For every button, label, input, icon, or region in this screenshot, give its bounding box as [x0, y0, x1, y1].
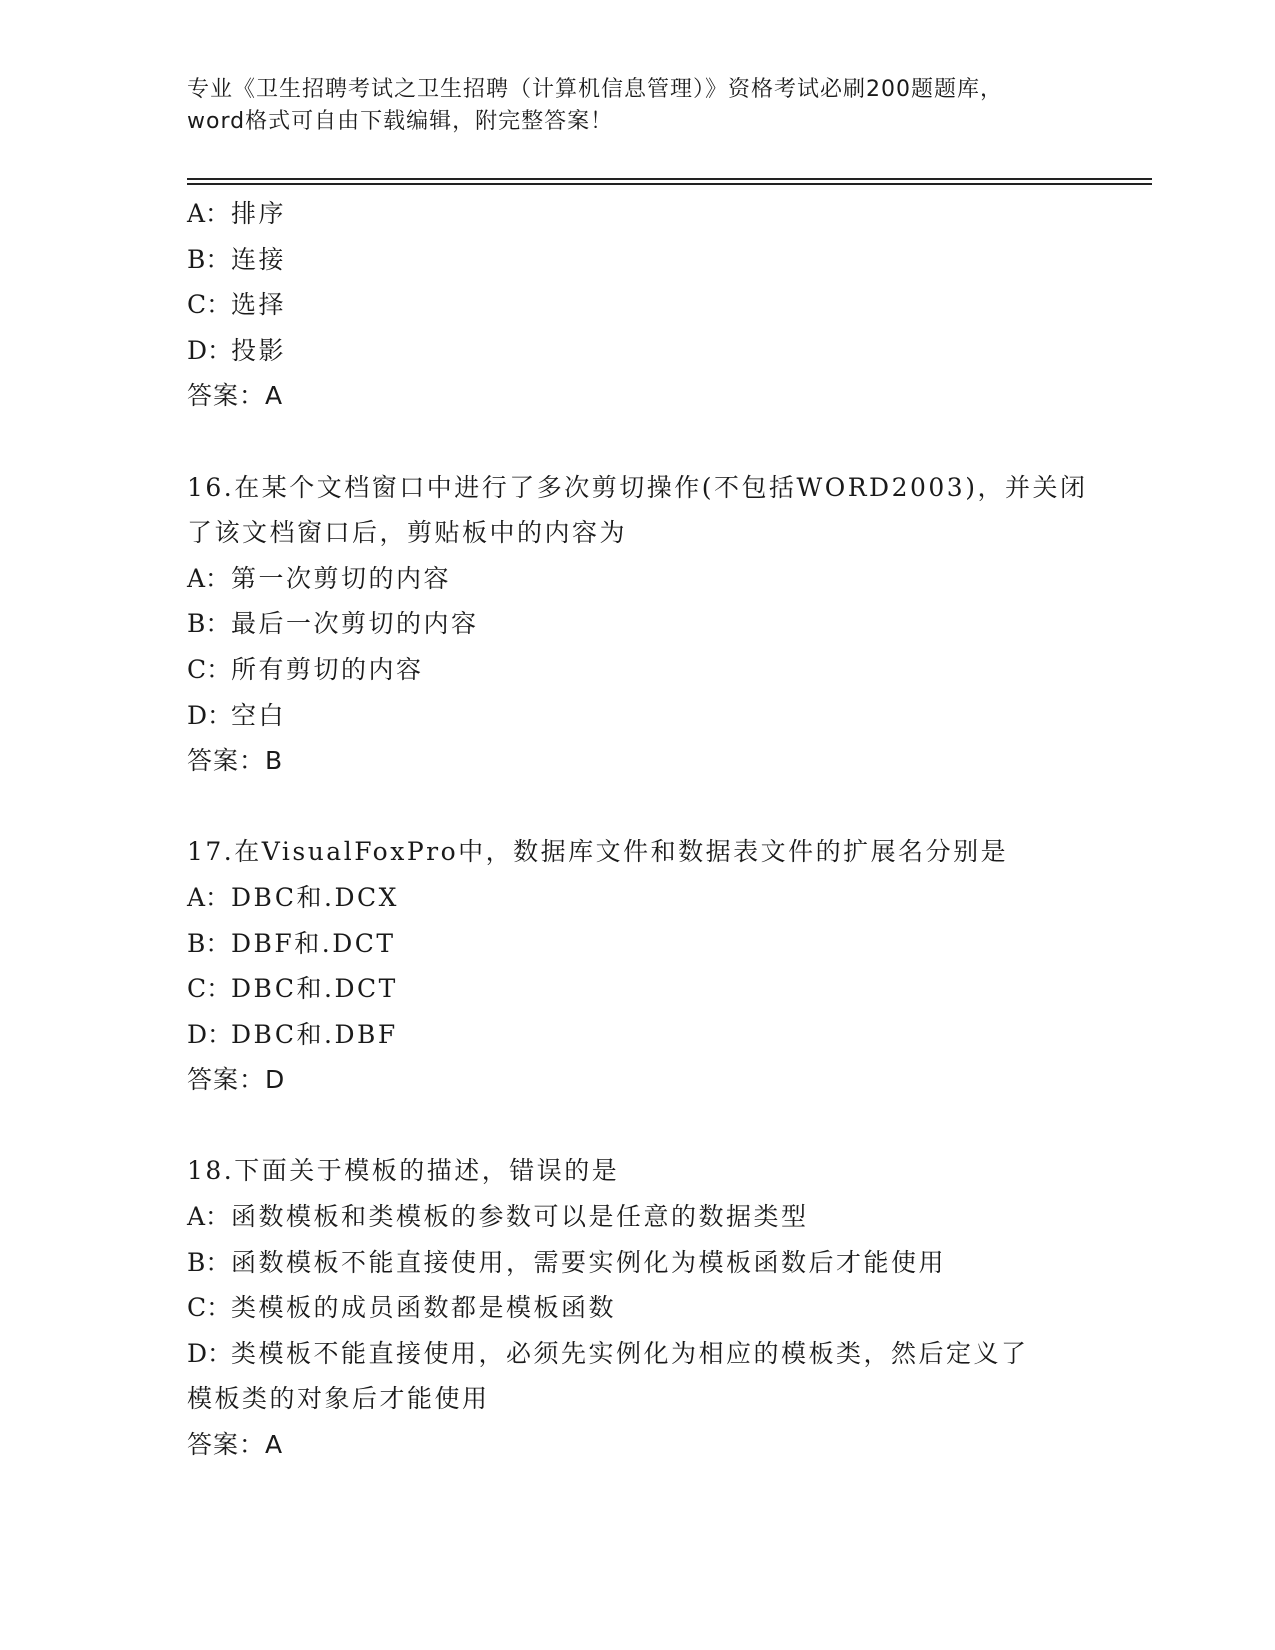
option-c	[187, 1285, 1087, 1331]
question-17	[187, 829, 1087, 1103]
option-key: D：	[187, 1019, 233, 1049]
option-a	[187, 1194, 1087, 1240]
option-d	[187, 1012, 1087, 1058]
option-key: A：	[187, 563, 231, 593]
option-text: 投影	[231, 335, 287, 365]
page-header	[187, 74, 1087, 138]
option-text: 空白	[231, 700, 287, 730]
option-key: D：	[187, 335, 233, 365]
option-c	[187, 282, 1087, 328]
option-key: B：	[187, 244, 231, 274]
option-key: C：	[187, 290, 232, 320]
option-key: B：	[187, 1247, 231, 1277]
spacer	[187, 1103, 1087, 1149]
option-key: A：	[187, 199, 231, 228]
option-key: D：	[187, 700, 233, 730]
option-c	[187, 647, 1087, 693]
option-d	[187, 328, 1087, 374]
option-key: C：	[187, 1293, 232, 1323]
option-text: DBF和.DCT	[231, 928, 396, 958]
option-text: 函数模板和类模板的参数可以是任意的数据类型	[231, 1202, 809, 1232]
header-divider-top	[187, 178, 1152, 180]
option-key: C：	[187, 654, 232, 684]
option-key: A：	[187, 1202, 231, 1232]
question-stem: 16.在某个文档窗口中进行了多次剪切操作(不包括WORD2003)，并关闭	[187, 472, 1088, 502]
option-text: DBC和.DBF	[231, 1019, 398, 1049]
option-c	[187, 966, 1087, 1012]
question-list	[187, 191, 1087, 1468]
option-b	[187, 1240, 1087, 1286]
header-title-line2: word格式可自由下载编辑，附完整答案！	[187, 109, 614, 134]
option-key: C：	[187, 974, 232, 1004]
question-stem-continuation: 了该文档窗口后，剪贴板中的内容为	[187, 518, 628, 548]
option-text: 所有剪切的内容	[231, 654, 424, 684]
question-stem: 17.在VisualFoxPro中，数据库文件和数据表文件的扩展名分别是	[187, 837, 1009, 867]
answer-line: 答案：B	[187, 746, 284, 776]
option-a	[187, 191, 1087, 237]
option-text: 类模板不能直接使用，必须先实例化为相应的模板类，然后定义了	[231, 1338, 1029, 1368]
option-a	[187, 556, 1087, 602]
option-d	[187, 693, 1087, 739]
option-text: 最后一次剪切的内容	[231, 609, 479, 639]
option-text: 连接	[231, 244, 287, 274]
option-text: DBC和.DCX	[231, 882, 399, 912]
option-text: 类模板的成员函数都是模板函数	[231, 1293, 617, 1323]
header-divider-bottom	[187, 183, 1152, 185]
answer-line: 答案：A	[187, 381, 284, 411]
question-stem: 18.下面关于模板的描述，错误的是	[187, 1156, 620, 1186]
option-d-continuation: 模板类的对象后才能使用	[187, 1384, 490, 1414]
question-18	[187, 1148, 1087, 1467]
option-key: A：	[187, 882, 231, 912]
option-text: 函数模板不能直接使用，需要实例化为模板函数后才能使用	[231, 1247, 947, 1277]
option-b	[187, 237, 1087, 283]
option-text: 排序	[231, 199, 287, 228]
option-a	[187, 875, 1087, 921]
option-text: 第一次剪切的内容	[231, 563, 452, 593]
option-b	[187, 601, 1087, 647]
answer-line: 答案：A	[187, 1430, 284, 1460]
option-key: B：	[187, 609, 231, 639]
question-16	[187, 465, 1087, 784]
option-text: 选择	[231, 290, 287, 320]
option-b	[187, 921, 1087, 967]
spacer	[187, 784, 1087, 830]
option-d	[187, 1331, 1087, 1377]
option-key: B：	[187, 928, 231, 958]
question-15	[187, 191, 1087, 419]
answer-line: 答案：D	[187, 1065, 286, 1095]
spacer	[187, 419, 1087, 465]
option-key: D：	[187, 1338, 233, 1368]
option-text: DBC和.DCT	[231, 974, 398, 1004]
header-title-line1: 专业《卫生招聘考试之卫生招聘（计算机信息管理）》资格考试必刷200题题库，	[187, 77, 1003, 102]
